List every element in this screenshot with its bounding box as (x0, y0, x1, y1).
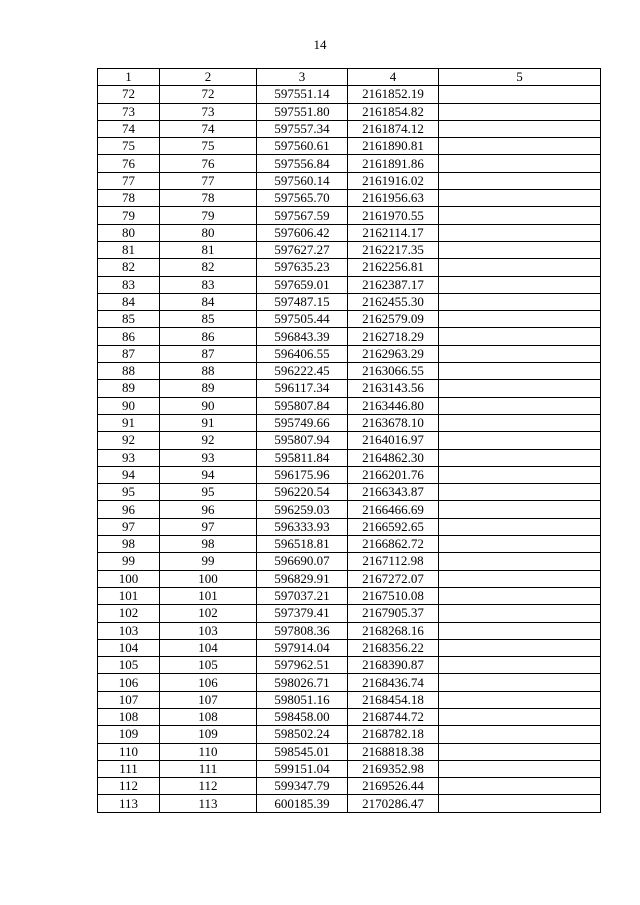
cell-point-number: 90 (98, 397, 160, 414)
cell-notes (439, 345, 601, 362)
cell-y-coordinate: 2167905.37 (348, 605, 439, 622)
cell-point-id: 90 (160, 397, 257, 414)
cell-point-id: 76 (160, 155, 257, 172)
cell-point-id: 85 (160, 311, 257, 328)
cell-y-coordinate: 2162114.17 (348, 224, 439, 241)
cell-x-coordinate: 599347.79 (257, 778, 348, 795)
cell-x-coordinate: 599151.04 (257, 760, 348, 777)
table-row (98, 726, 601, 743)
cell-notes (439, 103, 601, 120)
cell-point-id: 93 (160, 449, 257, 466)
cell-point-id: 89 (160, 380, 257, 397)
cell-point-number: 101 (98, 587, 160, 604)
cell-y-coordinate: 2164016.97 (348, 432, 439, 449)
table-row (98, 414, 601, 431)
table-row (98, 449, 601, 466)
table-row (98, 605, 601, 622)
cell-y-coordinate: 2161891.86 (348, 155, 439, 172)
cell-x-coordinate: 596843.39 (257, 328, 348, 345)
cell-x-coordinate: 597560.14 (257, 172, 348, 189)
cell-point-id: 106 (160, 674, 257, 691)
cell-y-coordinate: 2168390.87 (348, 657, 439, 674)
cell-y-coordinate: 2161970.55 (348, 207, 439, 224)
cell-y-coordinate: 2168782.18 (348, 726, 439, 743)
cell-point-number: 109 (98, 726, 160, 743)
cell-notes (439, 708, 601, 725)
header-cell-col-2: 2 (160, 69, 257, 86)
cell-notes (439, 259, 601, 276)
cell-x-coordinate: 596518.81 (257, 536, 348, 553)
table-row (98, 120, 601, 137)
cell-notes (439, 241, 601, 258)
cell-notes (439, 674, 601, 691)
cell-y-coordinate: 2161854.82 (348, 103, 439, 120)
cell-notes (439, 190, 601, 207)
cell-notes (439, 414, 601, 431)
cell-point-id: 95 (160, 484, 257, 501)
cell-y-coordinate: 2167112.98 (348, 553, 439, 570)
table-row (98, 224, 601, 241)
cell-point-number: 103 (98, 622, 160, 639)
cell-notes (439, 518, 601, 535)
table-row (98, 86, 601, 103)
cell-notes (439, 432, 601, 449)
table-header (98, 69, 601, 86)
cell-y-coordinate: 2166862.72 (348, 536, 439, 553)
cell-x-coordinate: 598026.71 (257, 674, 348, 691)
cell-point-number: 74 (98, 120, 160, 137)
cell-notes (439, 155, 601, 172)
cell-x-coordinate: 597487.15 (257, 293, 348, 310)
cell-point-number: 80 (98, 224, 160, 241)
table-row (98, 155, 601, 172)
cell-point-id: 102 (160, 605, 257, 622)
cell-notes (439, 536, 601, 553)
cell-point-id: 75 (160, 138, 257, 155)
cell-y-coordinate: 2162217.35 (348, 241, 439, 258)
table-row (98, 276, 601, 293)
cell-x-coordinate: 597556.84 (257, 155, 348, 172)
cell-point-id: 97 (160, 518, 257, 535)
cell-point-number: 104 (98, 639, 160, 656)
cell-point-number: 78 (98, 190, 160, 207)
cell-point-id: 82 (160, 259, 257, 276)
header-cell-col-5: 5 (439, 69, 601, 86)
cell-x-coordinate: 597557.34 (257, 120, 348, 137)
cell-point-id: 73 (160, 103, 257, 120)
cell-y-coordinate: 2166201.76 (348, 466, 439, 483)
cell-x-coordinate: 597551.14 (257, 86, 348, 103)
cell-point-id: 112 (160, 778, 257, 795)
table-row (98, 345, 601, 362)
table-row (98, 172, 601, 189)
table-row (98, 639, 601, 656)
cell-x-coordinate: 596690.07 (257, 553, 348, 570)
cell-y-coordinate: 2167510.08 (348, 587, 439, 604)
table-row (98, 743, 601, 760)
cell-x-coordinate: 597565.70 (257, 190, 348, 207)
header-cell-col-1: 1 (98, 69, 160, 86)
cell-point-id: 80 (160, 224, 257, 241)
cell-point-number: 111 (98, 760, 160, 777)
cell-point-number: 82 (98, 259, 160, 276)
cell-point-number: 84 (98, 293, 160, 310)
cell-notes (439, 501, 601, 518)
cell-y-coordinate: 2161874.12 (348, 120, 439, 137)
cell-y-coordinate: 2167272.07 (348, 570, 439, 587)
cell-point-number: 107 (98, 691, 160, 708)
cell-notes (439, 657, 601, 674)
cell-y-coordinate: 2162387.17 (348, 276, 439, 293)
cell-y-coordinate: 2162455.30 (348, 293, 439, 310)
cell-point-id: 101 (160, 587, 257, 604)
cell-y-coordinate: 2163066.55 (348, 363, 439, 380)
cell-x-coordinate: 597567.59 (257, 207, 348, 224)
cell-notes (439, 605, 601, 622)
cell-point-number: 105 (98, 657, 160, 674)
cell-point-number: 88 (98, 363, 160, 380)
table-row (98, 380, 601, 397)
table-row (98, 674, 601, 691)
cell-y-coordinate: 2166592.65 (348, 518, 439, 535)
cell-point-id: 110 (160, 743, 257, 760)
cell-x-coordinate: 596175.96 (257, 466, 348, 483)
cell-point-number: 73 (98, 103, 160, 120)
cell-point-id: 83 (160, 276, 257, 293)
cell-notes (439, 743, 601, 760)
cell-y-coordinate: 2161852.19 (348, 86, 439, 103)
table-row (98, 241, 601, 258)
cell-x-coordinate: 596259.03 (257, 501, 348, 518)
cell-x-coordinate: 595807.94 (257, 432, 348, 449)
cell-x-coordinate: 596829.91 (257, 570, 348, 587)
cell-x-coordinate: 597560.61 (257, 138, 348, 155)
cell-x-coordinate: 597635.23 (257, 259, 348, 276)
cell-y-coordinate: 2162579.09 (348, 311, 439, 328)
cell-x-coordinate: 595811.84 (257, 449, 348, 466)
cell-point-number: 98 (98, 536, 160, 553)
cell-point-id: 87 (160, 345, 257, 362)
cell-point-number: 76 (98, 155, 160, 172)
cell-point-number: 99 (98, 553, 160, 570)
table-row (98, 397, 601, 414)
cell-notes (439, 691, 601, 708)
cell-point-id: 108 (160, 708, 257, 725)
cell-x-coordinate: 597627.27 (257, 241, 348, 258)
cell-notes (439, 466, 601, 483)
cell-x-coordinate: 597379.41 (257, 605, 348, 622)
cell-point-number: 92 (98, 432, 160, 449)
header-cell-col-4: 4 (348, 69, 439, 86)
table-row (98, 293, 601, 310)
cell-x-coordinate: 596222.45 (257, 363, 348, 380)
table-row (98, 536, 601, 553)
table-row (98, 708, 601, 725)
cell-point-id: 113 (160, 795, 257, 812)
cell-point-number: 100 (98, 570, 160, 587)
cell-x-coordinate: 597659.01 (257, 276, 348, 293)
cell-notes (439, 795, 601, 812)
table-row (98, 138, 601, 155)
cell-point-number: 113 (98, 795, 160, 812)
cell-point-number: 91 (98, 414, 160, 431)
cell-point-number: 95 (98, 484, 160, 501)
cell-y-coordinate: 2168436.74 (348, 674, 439, 691)
cell-point-id: 86 (160, 328, 257, 345)
cell-x-coordinate: 598458.00 (257, 708, 348, 725)
cell-x-coordinate: 597808.36 (257, 622, 348, 639)
cell-y-coordinate: 2168818.38 (348, 743, 439, 760)
cell-point-number: 94 (98, 466, 160, 483)
cell-point-id: 78 (160, 190, 257, 207)
cell-point-id: 88 (160, 363, 257, 380)
cell-point-id: 84 (160, 293, 257, 310)
cell-point-number: 102 (98, 605, 160, 622)
cell-notes (439, 760, 601, 777)
table-row (98, 657, 601, 674)
cell-point-id: 105 (160, 657, 257, 674)
cell-point-id: 111 (160, 760, 257, 777)
table-row (98, 501, 601, 518)
table-row (98, 587, 601, 604)
cell-x-coordinate: 596333.93 (257, 518, 348, 535)
table-row (98, 207, 601, 224)
cell-point-id: 81 (160, 241, 257, 258)
cell-point-number: 85 (98, 311, 160, 328)
cell-notes (439, 120, 601, 137)
table-row (98, 466, 601, 483)
cell-point-id: 96 (160, 501, 257, 518)
cell-y-coordinate: 2161956.63 (348, 190, 439, 207)
cell-y-coordinate: 2168454.18 (348, 691, 439, 708)
cell-x-coordinate: 597551.80 (257, 103, 348, 120)
cell-point-number: 81 (98, 241, 160, 258)
cell-point-id: 72 (160, 86, 257, 103)
cell-point-number: 97 (98, 518, 160, 535)
coordinates-table (97, 68, 601, 813)
table-row (98, 432, 601, 449)
cell-notes (439, 639, 601, 656)
cell-point-number: 87 (98, 345, 160, 362)
table-row (98, 484, 601, 501)
table-row (98, 553, 601, 570)
cell-x-coordinate: 595749.66 (257, 414, 348, 431)
cell-notes (439, 276, 601, 293)
cell-y-coordinate: 2166466.69 (348, 501, 439, 518)
cell-point-number: 86 (98, 328, 160, 345)
cell-x-coordinate: 596117.34 (257, 380, 348, 397)
page-number: 14 (313, 37, 327, 52)
table-row (98, 190, 601, 207)
cell-y-coordinate: 2168744.72 (348, 708, 439, 725)
cell-y-coordinate: 2162718.29 (348, 328, 439, 345)
table-body (98, 86, 601, 812)
cell-notes (439, 86, 601, 103)
cell-x-coordinate: 600185.39 (257, 795, 348, 812)
table-row (98, 691, 601, 708)
cell-x-coordinate: 595807.84 (257, 397, 348, 414)
cell-notes (439, 778, 601, 795)
cell-point-id: 77 (160, 172, 257, 189)
table-row (98, 778, 601, 795)
cell-y-coordinate: 2169352.98 (348, 760, 439, 777)
table-row (98, 103, 601, 120)
header-cell-col-3: 3 (257, 69, 348, 86)
cell-notes (439, 553, 601, 570)
cell-y-coordinate: 2169526.44 (348, 778, 439, 795)
cell-x-coordinate: 598502.24 (257, 726, 348, 743)
cell-x-coordinate: 598545.01 (257, 743, 348, 760)
cell-point-id: 109 (160, 726, 257, 743)
table-row (98, 311, 601, 328)
cell-x-coordinate: 598051.16 (257, 691, 348, 708)
cell-y-coordinate: 2166343.87 (348, 484, 439, 501)
cell-point-id: 100 (160, 570, 257, 587)
cell-y-coordinate: 2162256.81 (348, 259, 439, 276)
cell-y-coordinate: 2163446.80 (348, 397, 439, 414)
cell-point-number: 96 (98, 501, 160, 518)
cell-y-coordinate: 2168356.22 (348, 639, 439, 656)
cell-point-number: 106 (98, 674, 160, 691)
cell-point-id: 98 (160, 536, 257, 553)
cell-notes (439, 311, 601, 328)
cell-notes (439, 363, 601, 380)
cell-x-coordinate: 596406.55 (257, 345, 348, 362)
cell-notes (439, 622, 601, 639)
cell-y-coordinate: 2164862.30 (348, 449, 439, 466)
cell-notes (439, 380, 601, 397)
cell-point-number: 83 (98, 276, 160, 293)
cell-notes (439, 138, 601, 155)
cell-point-number: 75 (98, 138, 160, 155)
cell-notes (439, 207, 601, 224)
cell-x-coordinate: 596220.54 (257, 484, 348, 501)
cell-point-id: 74 (160, 120, 257, 137)
cell-point-number: 93 (98, 449, 160, 466)
cell-notes (439, 449, 601, 466)
cell-y-coordinate: 2170286.47 (348, 795, 439, 812)
cell-point-number: 89 (98, 380, 160, 397)
table-row (98, 363, 601, 380)
cell-y-coordinate: 2161890.81 (348, 138, 439, 155)
cell-x-coordinate: 597606.42 (257, 224, 348, 241)
cell-point-number: 77 (98, 172, 160, 189)
cell-point-number: 110 (98, 743, 160, 760)
cell-point-number: 79 (98, 207, 160, 224)
cell-point-id: 91 (160, 414, 257, 431)
cell-notes (439, 172, 601, 189)
cell-notes (439, 587, 601, 604)
cell-notes (439, 570, 601, 587)
table-row (98, 518, 601, 535)
cell-x-coordinate: 597037.21 (257, 587, 348, 604)
cell-point-id: 94 (160, 466, 257, 483)
table-row (98, 795, 601, 812)
cell-notes (439, 484, 601, 501)
cell-y-coordinate: 2163678.10 (348, 414, 439, 431)
table-row (98, 570, 601, 587)
cell-y-coordinate: 2163143.56 (348, 380, 439, 397)
cell-notes (439, 224, 601, 241)
cell-y-coordinate: 2168268.16 (348, 622, 439, 639)
cell-x-coordinate: 597505.44 (257, 311, 348, 328)
cell-x-coordinate: 597962.51 (257, 657, 348, 674)
cell-point-number: 72 (98, 86, 160, 103)
cell-point-id: 79 (160, 207, 257, 224)
cell-notes (439, 726, 601, 743)
table-row (98, 760, 601, 777)
cell-y-coordinate: 2162963.29 (348, 345, 439, 362)
cell-point-id: 107 (160, 691, 257, 708)
cell-y-coordinate: 2161916.02 (348, 172, 439, 189)
cell-point-id: 103 (160, 622, 257, 639)
cell-point-id: 92 (160, 432, 257, 449)
cell-point-number: 108 (98, 708, 160, 725)
table-row (98, 259, 601, 276)
cell-notes (439, 328, 601, 345)
table-row (98, 328, 601, 345)
cell-notes (439, 293, 601, 310)
cell-point-id: 104 (160, 639, 257, 656)
cell-point-id: 99 (160, 553, 257, 570)
cell-x-coordinate: 597914.04 (257, 639, 348, 656)
cell-notes (439, 397, 601, 414)
cell-point-number: 112 (98, 778, 160, 795)
table-row (98, 622, 601, 639)
header-row (98, 69, 601, 86)
